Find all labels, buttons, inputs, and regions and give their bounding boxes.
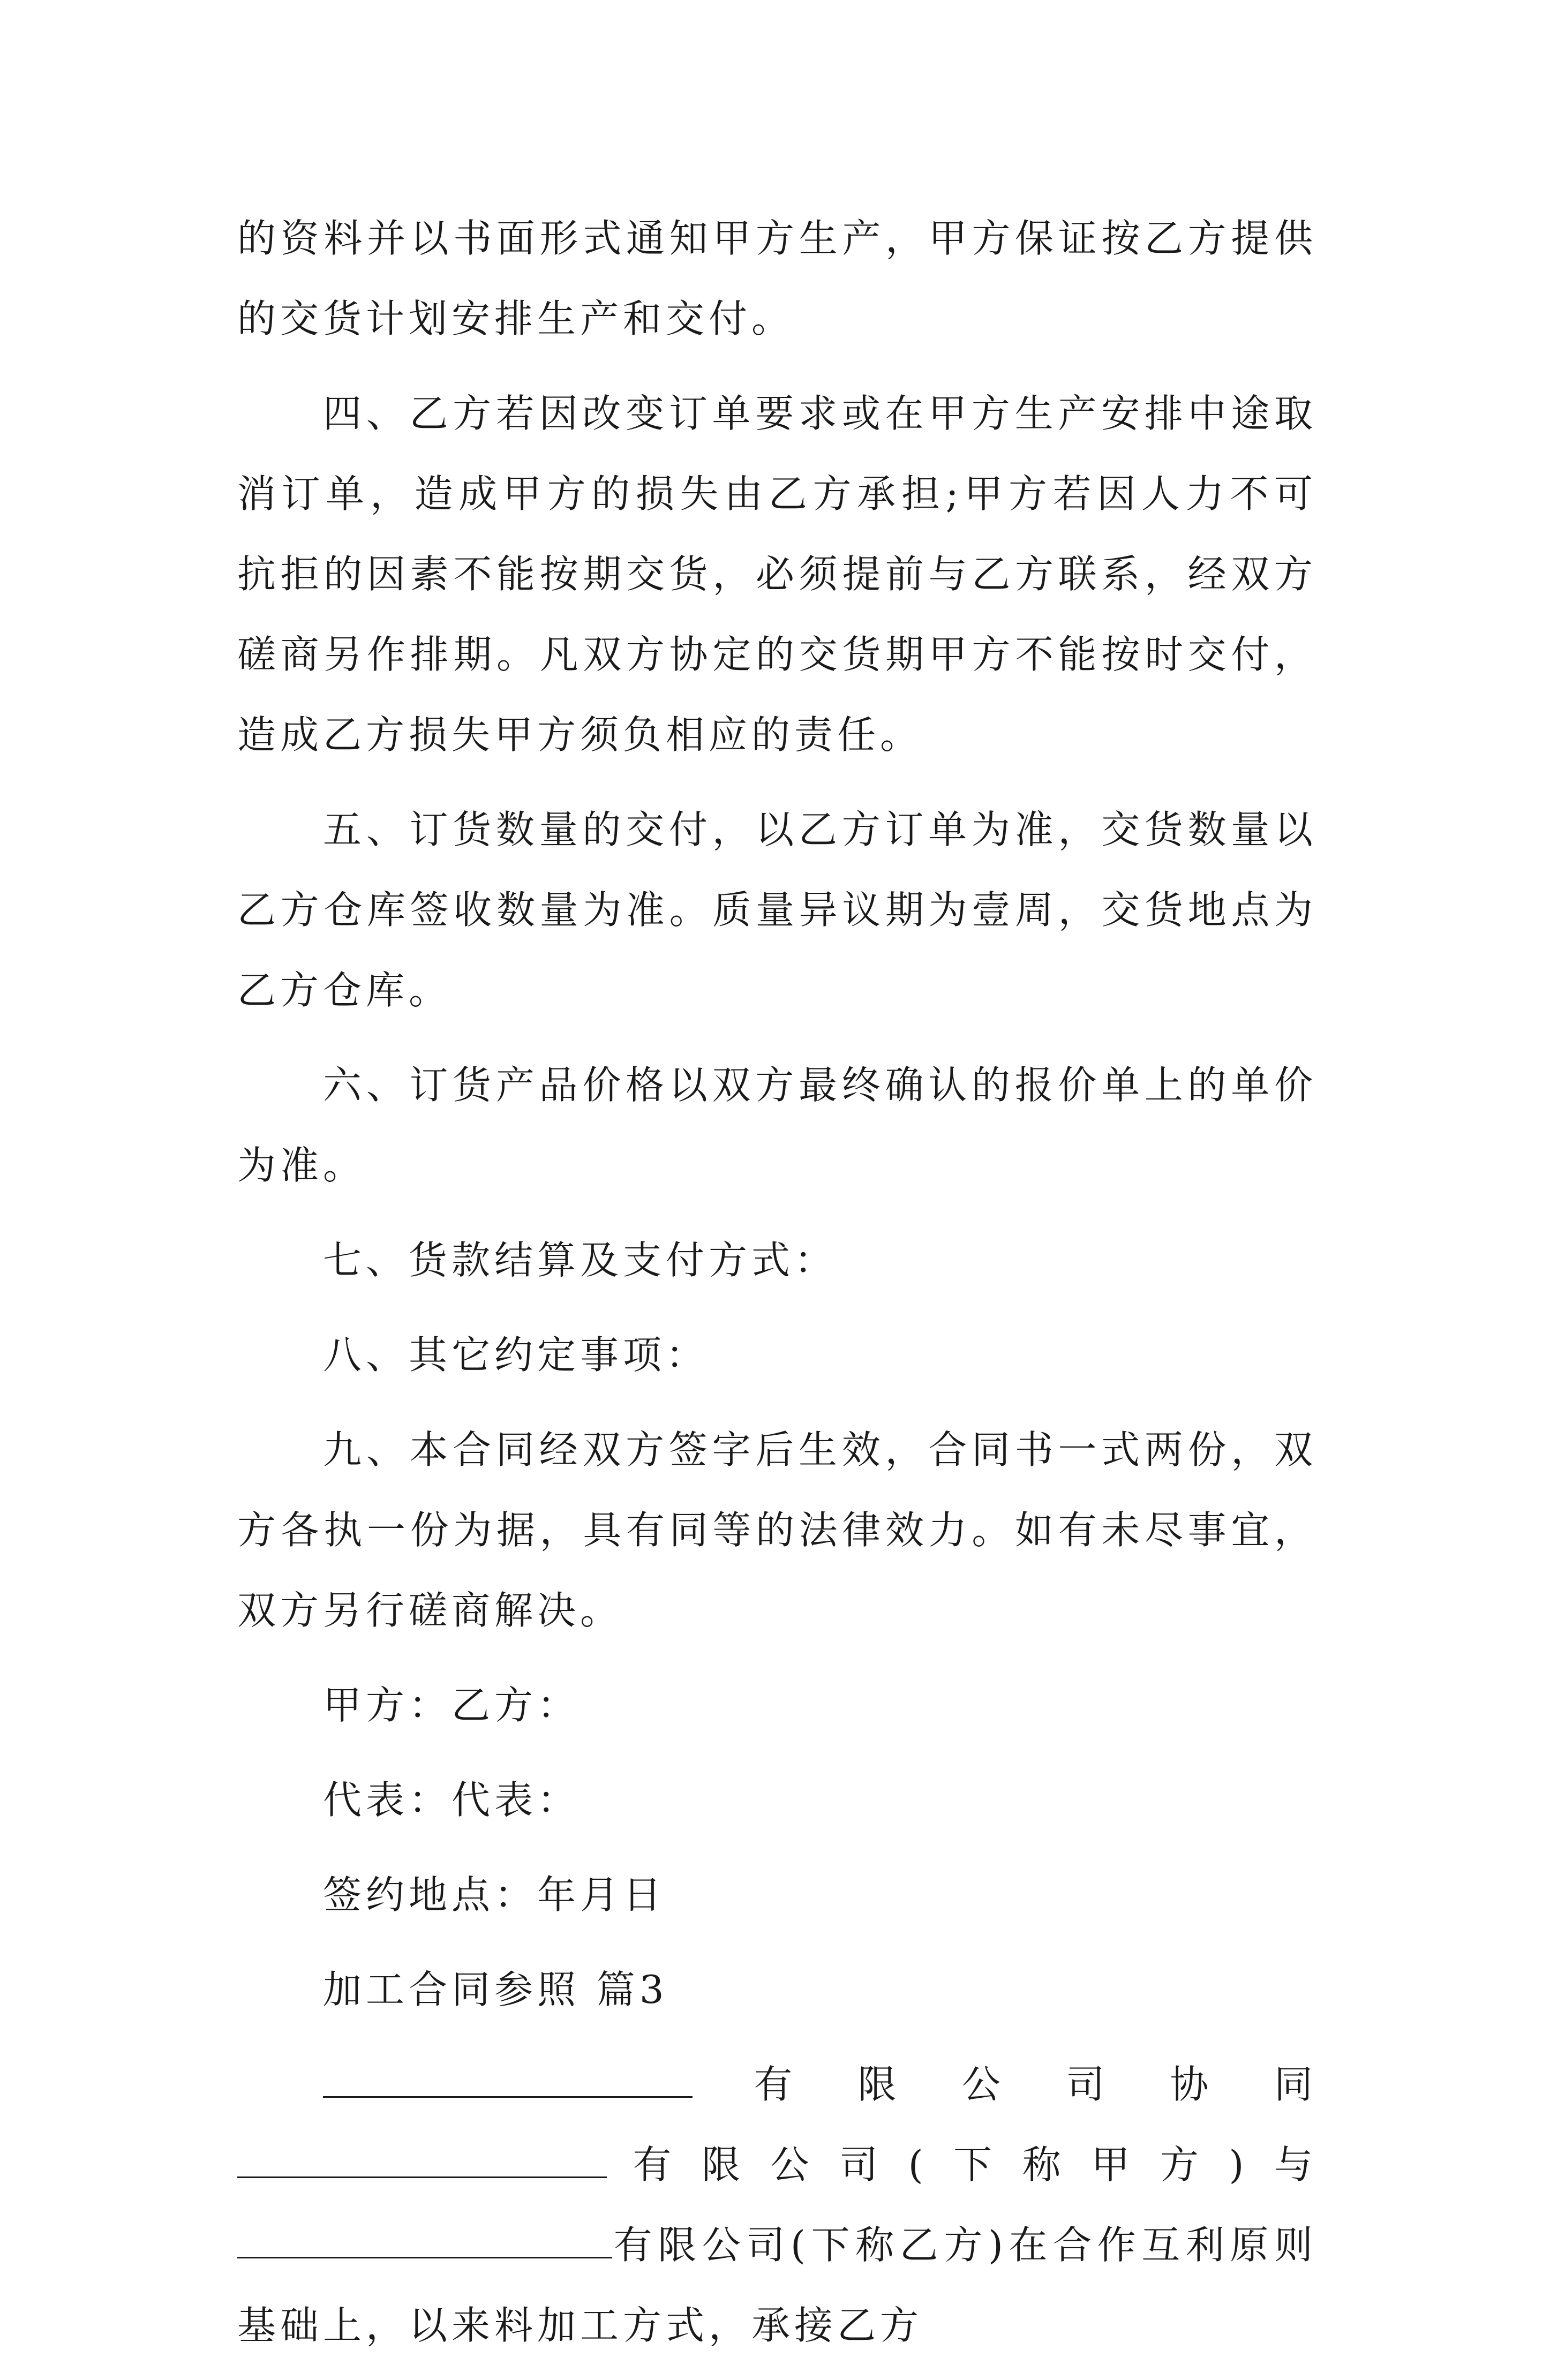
blank-company-line-3	[237, 2225, 612, 2258]
clause-4: 四、乙方若因改变订单要求或在甲方生产安排中途取消订单，造成甲方的损失由乙方承担;甲方若因人力不可抗拒的因素不能按期交货，必须提前与乙方联系，经双方磋商另作排期。凡双方协定的交货期甲方不能按时交付，造成乙方损失甲方须负相应的责任。	[237, 391, 1317, 757]
document-body	[237, 198, 1317, 2380]
clause-6: 六、订货产品价格以双方最终确认的报价单上的单价为准。	[237, 1063, 1317, 1188]
blank-company-line-1	[323, 2064, 693, 2098]
contract-intro-b: 有限公司(下称乙方)在合作互利原则基础上，以来料加工方式，承接乙方	[237, 2223, 1317, 2348]
section-heading: 加工合同参照 篇3	[323, 1967, 668, 2012]
clause-8: 八、其它约定事项：	[323, 1332, 709, 1377]
paragraph-continuation: 的资料并以书面形式通知甲方生产，甲方保证按乙方提供的交货计划安排生产和交付。	[237, 216, 1317, 341]
signature-representatives: 代表：代表：	[323, 1778, 581, 1822]
clause-7: 七、货款结算及支付方式：	[323, 1238, 838, 1283]
clause-5: 五、订货数量的交付，以乙方订单为准，交货数量以乙方仓库签收数量为准。质量异议期为壹周，交货地点为乙方仓库。	[237, 807, 1317, 1013]
contract-intro-middle: 有限公司协同	[693, 2062, 1317, 2107]
signature-parties: 甲方：乙方：	[323, 1683, 581, 1728]
blank-company-line-2	[237, 2144, 607, 2178]
contract-intro	[237, 2044, 1317, 2366]
signature-place-date: 签约地点：年月日	[323, 1872, 666, 1917]
contract-intro-a: 有限公司(下称甲方)与	[607, 2142, 1317, 2187]
clause-9: 九、本合同经双方签字后生效，合同书一式两份，双方各执一份为据，具有同等的法律效力。如有未尽事宜，双方另行磋商解决。	[237, 1427, 1317, 1633]
